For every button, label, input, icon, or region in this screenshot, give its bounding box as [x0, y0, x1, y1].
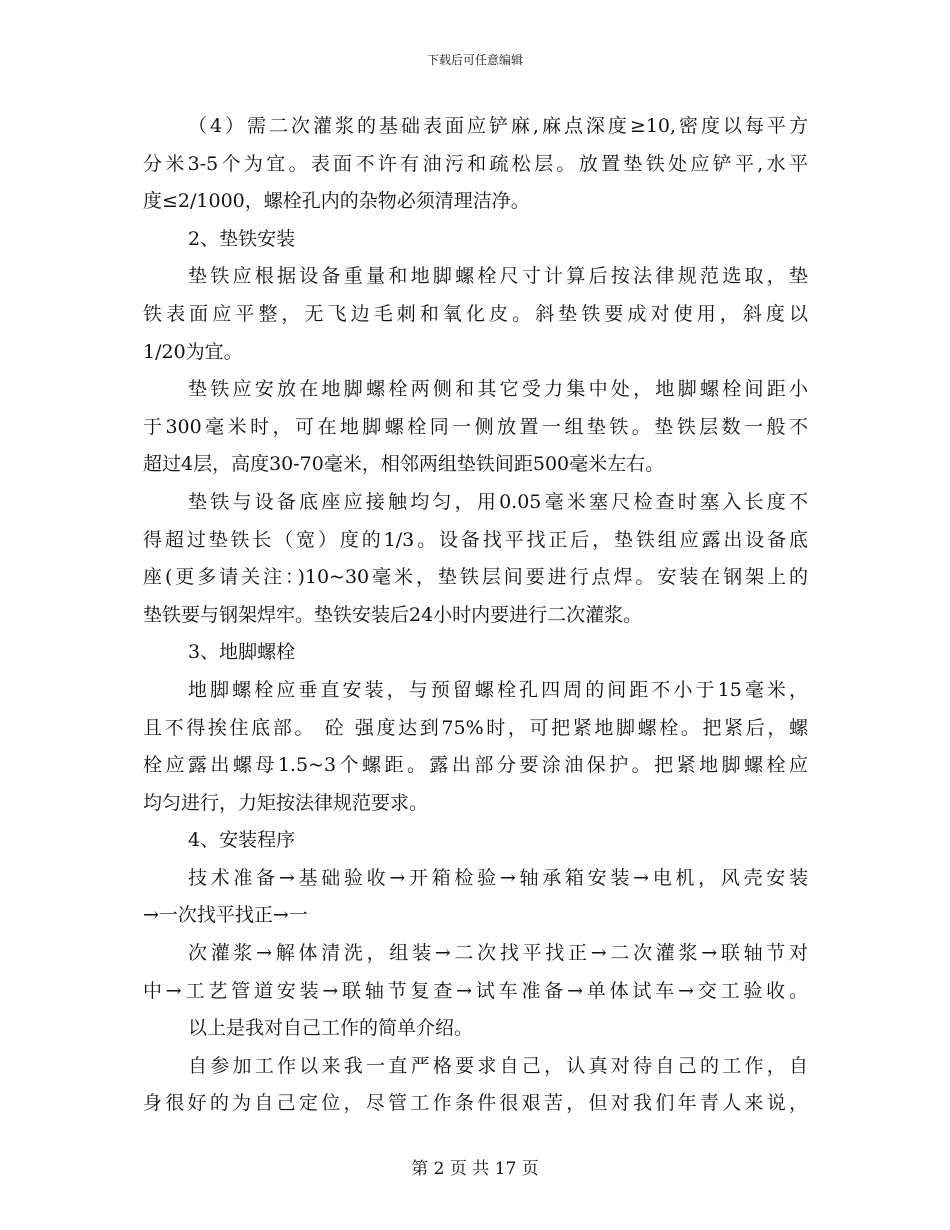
text-line: 中→工艺管道安装→联轴节复查→试车准备→单体试车→交工验收。	[143, 979, 808, 1002]
text-line: 身很好的为自己定位，尽管工作条件很艰苦，但对我们年青人来说，	[143, 1092, 808, 1115]
document-body	[143, 108, 808, 1123]
text-line: →一次找平找正→一	[143, 904, 308, 927]
text-line: 技术准备→基础验收→开箱检验→轴承箱安装→电机，风壳安装	[188, 866, 808, 889]
text-line: 栓应露出螺母1.5~3个螺距。露出部分要涂油保护。把紧地脚螺栓应	[143, 754, 808, 777]
text-line: 度≤2/1000，螺栓孔内的杂物必须清理洁净。	[143, 190, 530, 213]
text-line: 且不得挨住底部。 砼 强度达到75%时，可把紧地脚螺栓。把紧后，螺	[143, 716, 808, 739]
section-heading: 2、垫铁安装	[188, 227, 296, 250]
text-line: 垫铁应根据设备重量和地脚螺栓尺寸计算后按法律规范选取，垫	[188, 265, 808, 288]
page-header: 下载后可任意编辑	[426, 53, 523, 67]
section-heading: 4、安装程序	[188, 829, 296, 852]
text-line: 垫铁应安放在地脚螺栓两侧和其它受力集中处，地脚螺栓间距小	[188, 378, 808, 401]
text-line: 铁表面应平整，无飞边毛刺和氧化皮。斜垫铁要成对使用，斜度以	[143, 302, 808, 325]
text-line: 超过4层，高度30-70毫米，相邻两组垫铁间距500毫米左右。	[143, 453, 665, 476]
text-line: 次灌浆→解体清洗，组装→二次找平找正→二次灌浆→联轴节对	[188, 942, 808, 965]
section-heading: 3、地脚螺栓	[188, 641, 296, 664]
text-line: 分米3-5个为宜。表面不许有油污和疏松层。放置垫铁处应铲平,水平	[143, 152, 808, 175]
text-line: 于300毫米时，可在地脚螺栓同一侧放置一组垫铁。垫铁层数一般不	[143, 415, 808, 438]
text-line: 得超过垫铁长（宽）度的1/3。设备找平找正后，垫铁组应露出设备底	[143, 528, 808, 551]
text-line: 地脚螺栓应垂直安装，与预留螺栓孔四周的间距不小于15毫米，	[188, 678, 808, 701]
text-line: 垫铁与设备底座应接触均匀，用0.05毫米塞尺检查时塞入长度不	[188, 490, 808, 513]
text-line: 座(更多请关注：)10~30毫米，垫铁层间要进行点焊。安装在钢架上的	[143, 566, 808, 589]
text-line: 1/20为宜。	[143, 340, 243, 363]
text-line: 以上是我对自己工作的简单介绍。	[188, 1017, 474, 1040]
text-line: 垫铁要与钢架焊牢。垫铁安装后24小时内要进行二次灌浆。	[143, 603, 643, 626]
text-line: （4）需二次灌浆的基础表面应铲麻,麻点深度≥10,密度以每平方	[188, 115, 808, 137]
text-line: 均匀进行，力矩按法律规范要求。	[143, 791, 429, 814]
page-number: 第 2 页 共 17 页	[411, 1159, 539, 1179]
text-line: 自参加工作以来我一直严格要求自己，认真对待自己的工作，自	[188, 1054, 808, 1077]
